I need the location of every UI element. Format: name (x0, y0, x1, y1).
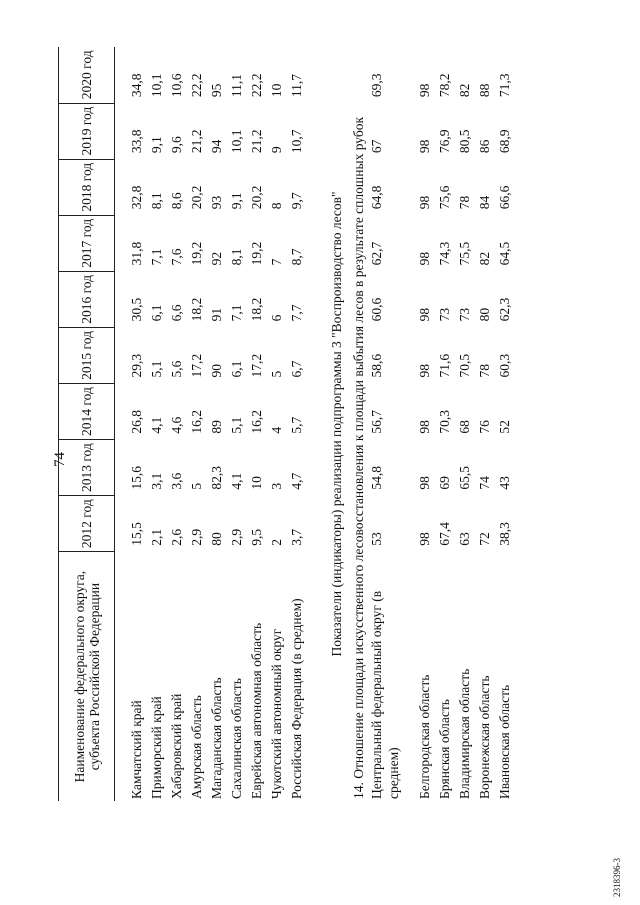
row-value: 98 (417, 195, 432, 210)
row-value: 76,9 (437, 129, 452, 154)
row-value: 6,6 (169, 304, 184, 322)
row-value: 70,3 (437, 409, 452, 434)
row-name: Амурская область (189, 695, 204, 799)
header-year: 2015 год (59, 327, 115, 383)
row-name: Российская Федерация (в среднем) (289, 598, 304, 799)
row-value: 5 (269, 370, 284, 378)
row-value: 8,6 (169, 192, 184, 210)
row-value: 64,8 (369, 185, 384, 210)
row-value: 15,5 (129, 522, 144, 546)
row-value: 54,8 (369, 466, 384, 490)
table-row (169, 47, 189, 801)
row-value: 3,7 (289, 528, 304, 546)
header-year: 2016 год (59, 271, 115, 327)
header-name-column: Наименование федерального округа, субъекта Российской Федерации (71, 570, 102, 783)
row-name: Камчатский край (129, 700, 144, 799)
row-value: 3,6 (169, 472, 184, 490)
row-value: 53 (369, 532, 384, 546)
section-heading: Показатели (индикаторы) реализации подпрограммы 3 "Воспроизводство лесов" (329, 191, 344, 657)
row-value: 7 (269, 258, 284, 266)
row-value: 7,1 (149, 248, 164, 266)
row-value: 62,3 (497, 297, 512, 322)
row-value: 94 (209, 139, 224, 154)
row-value: 2,9 (189, 528, 204, 546)
row-value: 98 (417, 307, 432, 322)
row-value: 15,6 (129, 466, 144, 490)
row-value: 91 (209, 307, 224, 322)
page-number: 74 (52, 452, 68, 467)
row-value: 9,1 (229, 192, 244, 210)
row-value: 22,2 (249, 73, 264, 98)
row-name: Приморский край (149, 696, 164, 799)
row-value: 21,2 (189, 129, 204, 154)
row-value: 63 (457, 532, 472, 546)
row-name: Сахалинская область (229, 678, 244, 799)
row-name: Чукотский автономный округ (269, 628, 284, 799)
row-value: 4 (269, 426, 284, 434)
table-row (209, 47, 229, 801)
row-value: 5 (189, 482, 204, 490)
row-value: 20,2 (249, 185, 264, 210)
row-value: 6,1 (229, 360, 244, 378)
row-value: 95 (209, 83, 224, 98)
table-row (369, 47, 405, 801)
row-value: 9,1 (149, 136, 164, 154)
row-value: 73 (437, 307, 452, 322)
row-value: 20,2 (189, 185, 204, 210)
row-value: 98 (417, 532, 432, 546)
row-value: 93 (209, 195, 224, 210)
row-value: 68,9 (497, 129, 512, 154)
row-value: 98 (417, 476, 432, 490)
row-value: 82,3 (209, 466, 224, 490)
row-value: 38,3 (497, 522, 512, 546)
table-row (189, 47, 209, 801)
row-value: 74 (477, 476, 492, 490)
row-value: 8,1 (229, 248, 244, 266)
table-row (229, 47, 249, 801)
row-value: 52 (497, 420, 512, 434)
indicator-title: 14. Отношение площади искусственного лесовосстановления к площади выбытия лесов в результате сплошных рубок (351, 116, 366, 799)
row-value: 60,3 (497, 353, 512, 378)
row-name: Белгородская область (417, 674, 432, 799)
row-value: 72 (477, 532, 492, 546)
row-value: 4,1 (149, 416, 164, 434)
row-value: 60,6 (369, 297, 384, 322)
row-value: 86 (477, 139, 492, 154)
header-year: 2014 год (59, 383, 115, 439)
row-value: 34,8 (129, 73, 144, 98)
row-value: 76 (477, 420, 492, 434)
row-name: Магаданская область (209, 677, 224, 799)
row-value: 74,3 (437, 241, 452, 266)
row-value: 89 (209, 420, 224, 434)
row-value: 3 (269, 482, 284, 490)
row-value: 19,2 (249, 241, 264, 266)
row-value: 6 (269, 314, 284, 322)
row-value: 69,3 (369, 73, 384, 98)
row-value: 80,5 (457, 129, 472, 154)
row-value: 84 (477, 195, 492, 210)
row-value: 5,1 (149, 360, 164, 378)
row-value: 67,4 (437, 522, 452, 546)
row-value: 9 (269, 146, 284, 154)
row-value: 7,1 (229, 304, 244, 322)
row-value: 7,6 (169, 248, 184, 266)
table-row (149, 47, 169, 801)
row-value: 16,2 (189, 409, 204, 434)
row-value: 98 (417, 251, 432, 266)
row-name: Брянская область (437, 699, 452, 799)
row-value: 75,6 (437, 185, 452, 210)
table-body-top (115, 47, 326, 801)
row-value: 98 (417, 420, 432, 434)
row-value: 2,1 (149, 528, 164, 546)
row-value: 9,6 (169, 136, 184, 154)
row-value: 31,8 (129, 241, 144, 266)
row-value: 32,8 (129, 185, 144, 210)
table-header-row (59, 47, 115, 801)
row-value: 9,7 (289, 192, 304, 210)
row-name: Ивановская область (497, 684, 512, 799)
row-value: 68 (457, 420, 472, 434)
row-value: 2,9 (229, 528, 244, 546)
row-value: 21,2 (249, 129, 264, 154)
row-value: 73 (457, 307, 472, 322)
row-value: 62,7 (369, 241, 384, 266)
document-id: 2318396-3 (612, 858, 622, 897)
row-value: 8 (269, 202, 284, 210)
row-name: Владимирская область (457, 668, 472, 799)
row-value: 6,7 (289, 360, 304, 378)
section-heading-block (325, 47, 369, 801)
row-value: 33,8 (129, 129, 144, 154)
row-value: 5,7 (289, 416, 304, 434)
row-value: 10,7 (289, 129, 304, 154)
row-value: 6,1 (149, 304, 164, 322)
row-value: 17,2 (249, 353, 264, 378)
row-value: 2,6 (169, 528, 184, 546)
table-row (269, 47, 289, 801)
row-value: 18,2 (189, 297, 204, 322)
table-row (129, 47, 149, 801)
row-value: 8,7 (289, 248, 304, 266)
table-row (289, 47, 325, 801)
row-value: 78 (457, 195, 472, 210)
row-name: Центральный федеральный округ (в среднем) (369, 590, 401, 799)
row-value: 9,5 (249, 528, 264, 546)
row-value: 82 (477, 251, 492, 266)
row-value: 8,1 (149, 192, 164, 210)
row-value: 56,7 (369, 409, 384, 434)
table-row (477, 47, 497, 801)
row-value: 58,6 (369, 353, 384, 378)
row-value: 30,5 (129, 297, 144, 322)
row-value: 71,3 (497, 73, 512, 98)
row-value: 65,5 (457, 466, 472, 490)
row-value: 4,6 (169, 416, 184, 434)
row-value: 26,8 (129, 409, 144, 434)
row-value: 17,2 (189, 353, 204, 378)
table-row (437, 47, 457, 801)
table-row (417, 47, 437, 801)
header-year: 2013 год (59, 440, 115, 496)
row-value: 67 (369, 139, 384, 154)
row-value: 18,2 (249, 297, 264, 322)
row-value: 80 (209, 532, 224, 546)
row-value: 64,5 (497, 241, 512, 266)
header-year: 2020 год (59, 47, 115, 103)
row-value: 71,6 (437, 353, 452, 378)
row-value: 78,2 (437, 73, 452, 98)
row-value: 4,1 (229, 472, 244, 490)
row-value: 66,6 (497, 185, 512, 210)
row-value: 4,7 (289, 472, 304, 490)
header-year: 2017 год (59, 215, 115, 271)
table-body-bottom (369, 47, 517, 801)
row-value: 80 (477, 307, 492, 322)
row-name: Хабаровский край (169, 693, 184, 799)
table-row (497, 47, 517, 801)
row-value: 92 (209, 251, 224, 266)
row-value: 78 (477, 363, 492, 378)
row-value: 3,1 (149, 472, 164, 490)
row-value: 7,7 (289, 304, 304, 322)
row-value: 16,2 (249, 409, 264, 434)
row-value: 2 (269, 538, 284, 546)
row-value: 98 (417, 83, 432, 98)
row-value: 75,5 (457, 241, 472, 266)
row-value: 10 (249, 476, 264, 490)
indicator-table (58, 47, 517, 801)
row-value: 11,1 (229, 73, 244, 98)
header-year: 2019 год (59, 103, 115, 159)
row-value: 43 (497, 476, 512, 490)
row-value: 90 (209, 363, 224, 378)
row-value: 10 (269, 83, 284, 98)
table-row (249, 47, 269, 801)
row-value: 10,1 (149, 73, 164, 98)
header-year: 2012 год (59, 496, 115, 552)
row-value: 5,6 (169, 360, 184, 378)
row-name: Воронежская область (477, 675, 492, 799)
row-value: 10,1 (229, 129, 244, 154)
row-value: 22,2 (189, 73, 204, 98)
row-value: 98 (417, 363, 432, 378)
row-name: Еврейская автономная область (249, 622, 264, 799)
row-value: 29,3 (129, 353, 144, 378)
row-value: 70,5 (457, 353, 472, 378)
row-value: 19,2 (189, 241, 204, 266)
header-year: 2018 год (59, 159, 115, 215)
row-value: 88 (477, 83, 492, 98)
row-value: 82 (457, 83, 472, 98)
row-value: 11,7 (289, 73, 304, 98)
row-value: 98 (417, 139, 432, 154)
row-value: 69 (437, 476, 452, 490)
row-value: 10,6 (169, 73, 184, 98)
table-row (457, 47, 477, 801)
row-value: 5,1 (229, 416, 244, 434)
